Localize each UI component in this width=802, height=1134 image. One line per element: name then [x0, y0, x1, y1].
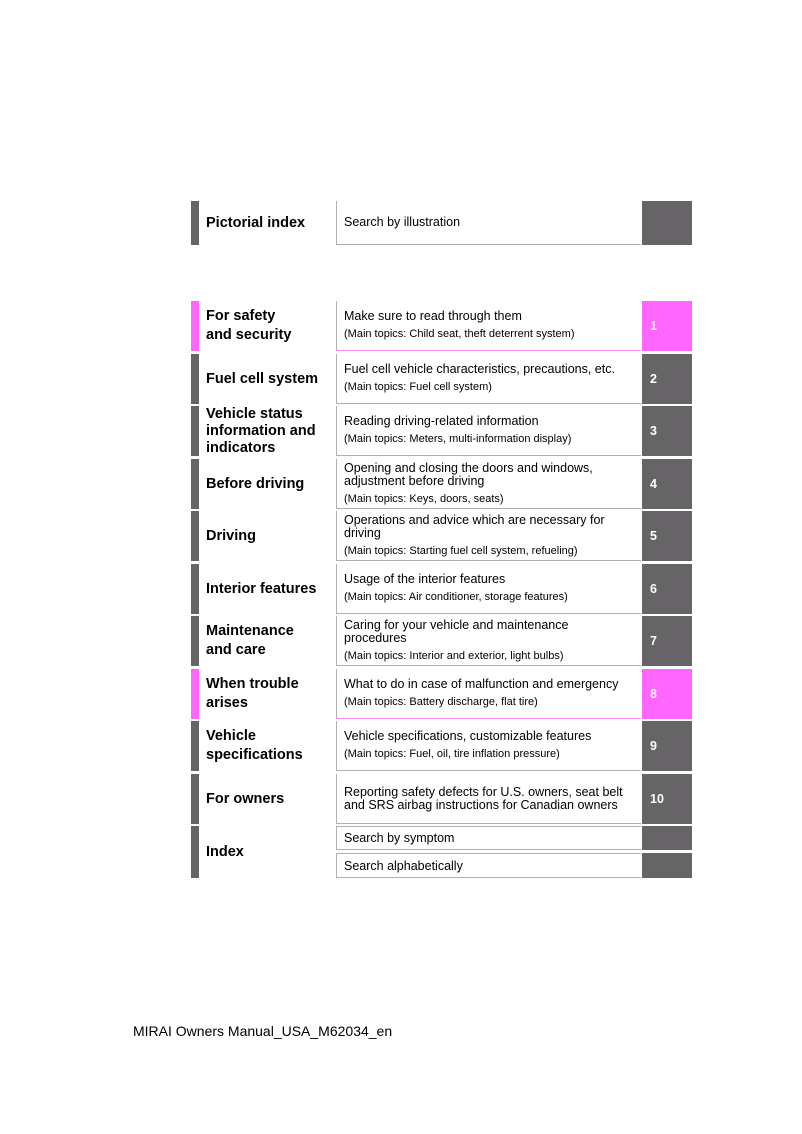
chapter-desc-text: Reading driving-related information: [344, 414, 539, 428]
section-bar: [191, 721, 199, 771]
index-item-tab[interactable]: [642, 826, 692, 850]
chapter-topics: (Main topics: Fuel cell system): [344, 381, 492, 393]
chapter-topics: (Main topics: Air conditioner, storage features): [344, 591, 568, 603]
section-bar: [191, 354, 199, 404]
chapter-tab[interactable]: 2: [642, 354, 692, 404]
pictorial-index-title: Pictorial index: [206, 214, 306, 231]
chapter-title: Before driving: [206, 475, 305, 492]
section-bar: [191, 301, 199, 351]
chapter-tab[interactable]: 4: [642, 459, 692, 509]
chapter-desc-text: Make sure to read through them: [344, 309, 522, 323]
section-bar: [191, 616, 199, 666]
chapter-desc-text: Usage of the interior features: [344, 572, 506, 586]
chapter-topics: (Main topics: Interior and exterior, light bulbs): [344, 649, 564, 662]
chapter-tab[interactable]: 5: [642, 511, 692, 561]
chapter-row-10[interactable]: [191, 774, 692, 824]
chapter-tab[interactable]: 6: [642, 564, 692, 614]
chapter-tab[interactable]: 9: [642, 721, 692, 771]
chapter-topics: (Main topics: Keys, doors, seats): [344, 492, 504, 505]
chapter-title: For owners: [206, 790, 285, 807]
index-item-alphabetical[interactable]: [336, 853, 692, 878]
section-bar: [191, 459, 199, 509]
chapter-desc-text: Vehicle specifications, customizable features: [344, 729, 592, 743]
index-item-tab[interactable]: [642, 853, 692, 878]
chapter-row-4[interactable]: [191, 459, 692, 509]
chapter-desc-text: Caring for your vehicle and maintenance procedures: [344, 617, 569, 645]
chapter-row-1[interactable]: [191, 301, 692, 351]
section-bar: [191, 564, 199, 614]
section-bar: [191, 774, 199, 824]
chapter-title: Interior features: [206, 580, 317, 597]
pictorial-index-tab[interactable]: [642, 201, 692, 245]
section-bar: [191, 406, 199, 456]
chapter-desc: [336, 616, 641, 666]
index-title: Index: [206, 843, 244, 860]
chapter-desc: [336, 301, 641, 351]
chapter-desc-text: Fuel cell vehicle characteristics, precautions, etc.: [344, 362, 615, 376]
document-footer: MIRAI Owners Manual_USA_M62034_en: [133, 1023, 393, 1039]
chapter-tab[interactable]: 3: [642, 406, 692, 456]
chapter-title: When trouble arises: [206, 676, 299, 711]
section-bar: [191, 669, 199, 719]
chapter-title: Vehicle status information and indicators: [206, 405, 316, 456]
index-row: [191, 826, 692, 878]
chapter-topics: (Main topics: Child seat, theft deterrent system): [344, 328, 575, 340]
chapter-row-3[interactable]: [191, 406, 692, 456]
chapter-title: Fuel cell system: [206, 370, 319, 387]
chapter-tab[interactable]: 8: [642, 669, 692, 719]
chapter-tab[interactable]: 1: [642, 301, 692, 351]
chapter-tab[interactable]: 7: [642, 616, 692, 666]
chapter-row-5[interactable]: [191, 511, 692, 561]
chapter-desc: [336, 354, 641, 404]
chapter-row-9[interactable]: [191, 721, 692, 771]
chapter-topics: (Main topics: Fuel, oil, tire inflation pressure): [344, 748, 560, 760]
chapter-topics: (Main topics: Battery discharge, flat tire): [344, 696, 538, 708]
chapter-desc: [336, 406, 641, 456]
pictorial-index-row[interactable]: [191, 201, 692, 245]
chapter-desc-text: Opening and closing the doors and windows, adjustment before driving: [344, 460, 593, 488]
index-item-symptom[interactable]: [336, 826, 692, 850]
chapter-tab[interactable]: 10: [642, 774, 692, 824]
chapter-row-6[interactable]: [191, 564, 692, 614]
chapter-desc: [336, 721, 641, 771]
chapter-row-7[interactable]: [191, 616, 692, 666]
chapter-title: Maintenance and care: [206, 623, 294, 658]
index-item-label: Search alphabetically: [336, 853, 641, 878]
chapter-topics: (Main topics: Starting fuel cell system, refueling): [344, 544, 578, 557]
pictorial-index-desc: [336, 201, 641, 245]
section-bar: [191, 511, 199, 561]
chapter-desc-text: What to do in case of malfunction and emergency: [344, 677, 619, 691]
chapter-desc: [336, 774, 641, 824]
chapter-desc: [336, 669, 641, 719]
chapter-title: Vehicle specifications: [206, 728, 303, 763]
section-bar: [191, 826, 199, 878]
chapter-row-8[interactable]: [191, 669, 692, 719]
chapter-row-2[interactable]: [191, 354, 692, 404]
section-bar: [191, 201, 199, 245]
chapter-desc-text: Operations and advice which are necessary for driving: [344, 512, 605, 540]
chapter-desc: [336, 564, 641, 614]
chapter-desc: [336, 511, 641, 561]
chapter-topics: (Main topics: Meters, multi-information display): [344, 433, 572, 445]
chapter-title: For safety and security: [206, 308, 292, 343]
pictorial-index-desc-text: Search by illustration: [344, 215, 461, 229]
chapter-title: Driving: [206, 527, 256, 544]
index-item-label: Search by symptom: [336, 826, 641, 850]
chapter-desc-text: Reporting safety defects for U.S. owners, seat belt and SRS airbag instructions for Canadian owners: [344, 784, 623, 812]
chapter-desc: [336, 459, 641, 509]
